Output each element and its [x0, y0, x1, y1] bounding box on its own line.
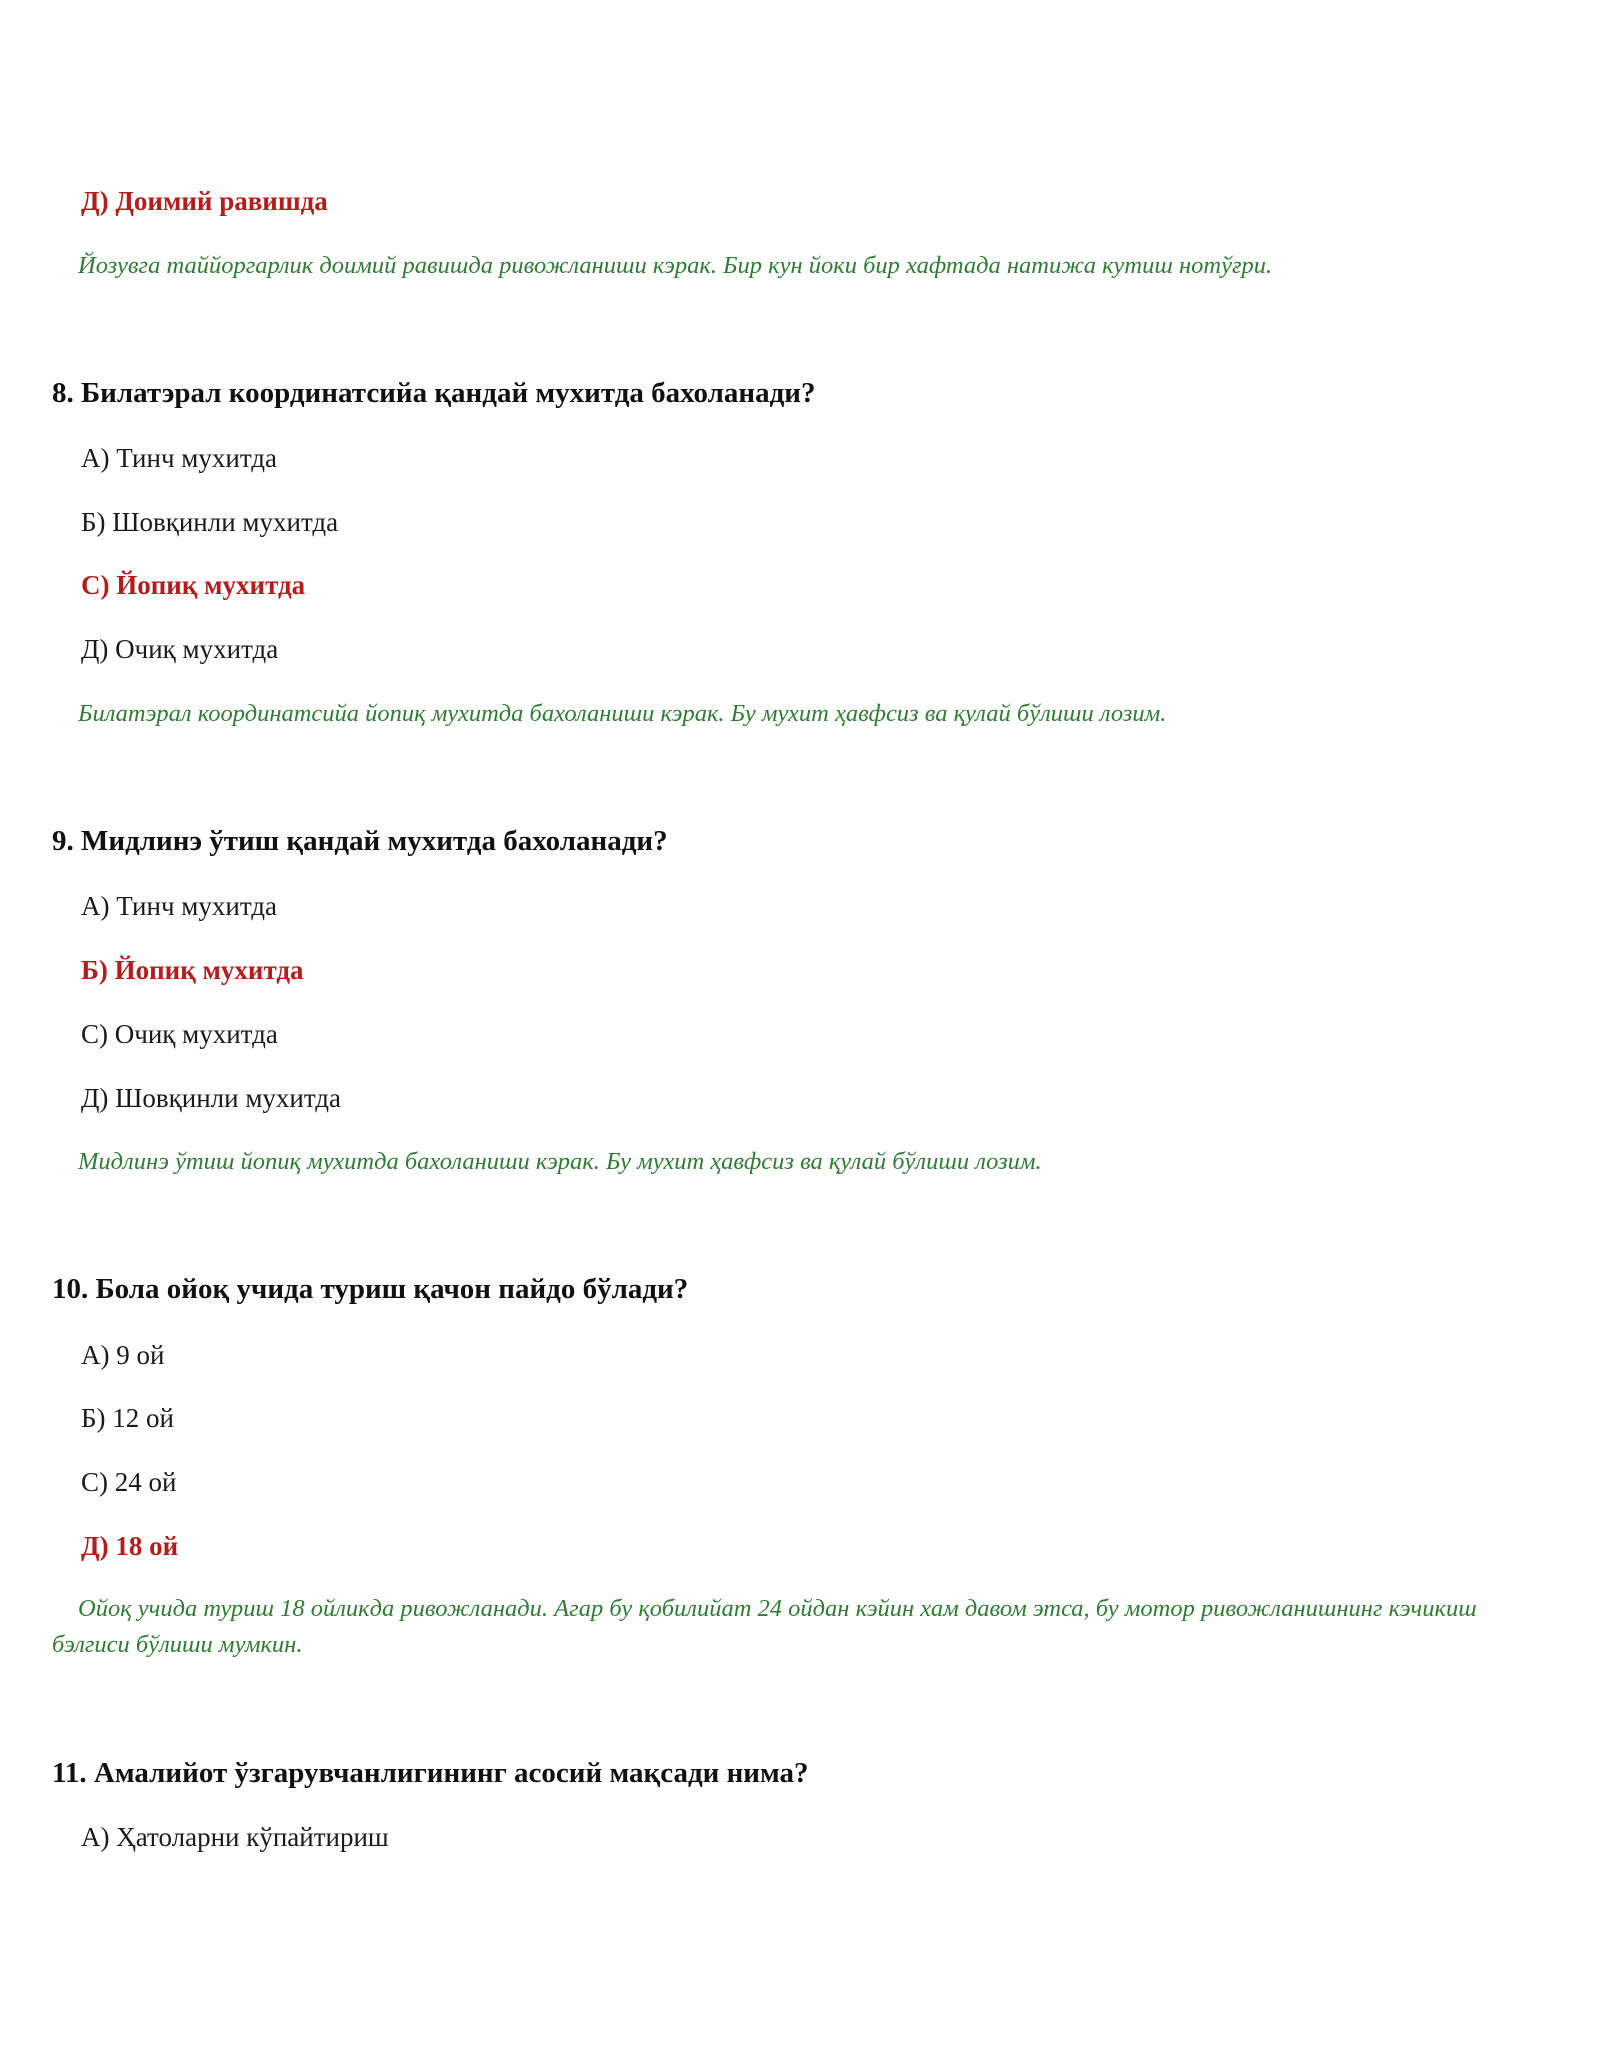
answer-explanation: Мидлинэ ўтиш йопиқ мухитда бахоланиши кэрак. Бу мухит ҳавфсиз ва қулай бўлиши лозим.: [78, 1148, 1042, 1175]
question-title: 9. Мидлинэ ўтиш қандай мухитда бахоланади?: [52, 825, 668, 857]
correct-answer-option: С) Йопиқ мухитда: [81, 570, 306, 600]
answer-explanation: Билатэрал координатсийа йопиқ мухитда бахоланиши кэрак. Бу мухит ҳавфсиз ва қулай бўлиши лозим.: [78, 700, 1167, 727]
question-title: 11. Амалийот ўзгарувчанлигининг асосий мақсади нима?: [52, 1757, 809, 1789]
answer-option: Б) Шовқинли мухитда: [81, 507, 339, 537]
answer-option: А) 9 ой: [81, 1340, 165, 1370]
correct-answer-option: Д) 18 ой: [81, 1531, 179, 1561]
answer-option: А) Тинч мухитда: [81, 443, 277, 473]
answer-option: А) Ҳатоларни кўпайтириш: [81, 1822, 389, 1852]
answer-option: А) Тинч мухитда: [81, 891, 277, 921]
answer-option: Д) Очиқ мухитда: [81, 634, 279, 664]
answer-option: С) 24 ой: [81, 1467, 177, 1497]
answer-explanation: Йозувга таййоргарлик доимий равишда ривожланиши кэрак. Бир кун йоки бир хафтада натижа кутиш нотўғри.: [78, 252, 1273, 279]
question-title: 10. Бола ойоқ учида туриш қачон пайдо бўлади?: [52, 1273, 689, 1305]
answer-explanation: Ойоқ учида туриш 18 ойликда ривожланади. Агар бу қобилийат 24 ойдан кэйин хам давом этса, бу мотор ривожланишнинг кэчикиш бэлгиси бўлиши мумкин.: [52, 1595, 1477, 1658]
answer-option: Д) Шовқинли мухитда: [81, 1083, 342, 1113]
question-title: 8. Билатэрал координатсийа қандай мухитда бахоланади?: [52, 377, 816, 409]
answer-option: С) Очиқ мухитда: [81, 1019, 278, 1049]
correct-answer-option: Б) Йопиқ мухитда: [81, 955, 304, 985]
answer-option: Б) 12 ой: [81, 1403, 174, 1433]
correct-answer: Д) Доимий равишда: [81, 186, 328, 216]
